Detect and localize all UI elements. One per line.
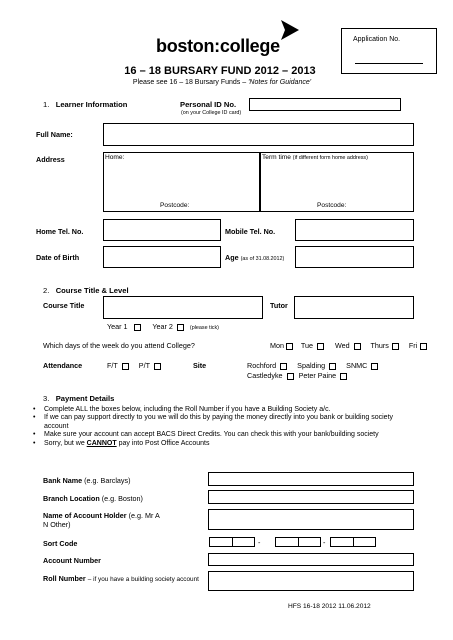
personal-id-label: Personal ID No. [180, 100, 237, 109]
home-tel-label: Home Tel. No. [36, 227, 84, 236]
page-title: 16 – 18 BURSARY FUND 2012 – 2013 [124, 65, 316, 77]
term-time-label: Term time (if different form home address) [262, 154, 368, 161]
subtitle-italic: 'Notes for Guidance' [248, 79, 312, 86]
roll-number-input[interactable] [208, 571, 414, 591]
sort-code-dash-2: - [323, 538, 326, 547]
sort-code-digit-1[interactable] [209, 537, 233, 547]
please-tick-hint: (please tick) [189, 325, 219, 331]
section2-heading [43, 286, 129, 295]
home-postcode-label: Postcode: [160, 202, 190, 209]
home-label: Home: [105, 154, 125, 161]
sort-code-digit-6[interactable] [353, 537, 376, 547]
site-castledyke-checkbox[interactable] [287, 373, 294, 380]
logo-text: boston:college [156, 36, 280, 56]
sort-code-digit-2[interactable] [232, 537, 255, 547]
section1-title: Learner Information [55, 100, 128, 109]
site-snmc: SNMC [346, 361, 368, 370]
course-title-label: Course Title [43, 301, 85, 310]
pt-checkbox[interactable] [154, 363, 161, 370]
account-number-input[interactable] [208, 553, 414, 566]
personal-id-input[interactable] [249, 98, 401, 111]
holder-input[interactable] [208, 509, 414, 530]
payment-note-3: • Make sure your account can accept BACS Direct Credits. You can check this with your bank/building society [32, 431, 417, 439]
holder-label: Name of Account Holder (e.g. Mr A N Other) [43, 511, 160, 529]
site-spalding: Spalding [297, 361, 326, 370]
mobile-tel-input[interactable] [295, 219, 414, 241]
personal-id-hint: (on your College ID card) [181, 110, 242, 116]
application-no-label: Application No. [353, 36, 401, 43]
section2-number: 2. [43, 286, 50, 295]
payment-note-4: • Sorry, but we CANNOT pay into Post Office Accounts [32, 440, 417, 448]
section3-number: 3. [43, 394, 50, 403]
site-rochford: Rochford [247, 361, 277, 370]
course-title-input[interactable] [103, 296, 263, 319]
college-logo [156, 36, 280, 57]
home-tel-input[interactable] [103, 219, 221, 241]
sort-code-dash-1: - [258, 538, 261, 547]
section3-heading [43, 394, 114, 403]
full-name-label: Full Name: [36, 130, 73, 139]
year2-checkbox[interactable] [177, 324, 184, 331]
sites-row-1 [247, 361, 378, 370]
day-wed: Wed [334, 341, 350, 350]
section1-heading [43, 100, 127, 109]
page-subtitle [0, 79, 444, 86]
day-mon: Mon [270, 341, 284, 350]
dob-input[interactable] [103, 246, 221, 268]
dob-label: Date of Birth [36, 253, 80, 262]
sort-code-digit-5[interactable] [330, 537, 354, 547]
day-fri-checkbox[interactable] [420, 343, 427, 350]
payment-note-2: • If we can pay support directly to you we will do this by paying the money directly into you bank or building society account [32, 414, 417, 431]
tutor-label: Tutor [270, 301, 288, 310]
sort-code-digit-3[interactable] [275, 537, 299, 547]
site-castledyke: Castledyke [247, 371, 283, 380]
year1-label: Year 1 [107, 322, 128, 331]
address-label: Address [36, 155, 65, 164]
day-wed-checkbox[interactable] [354, 343, 361, 350]
section2-title: Course Title & Level [55, 286, 129, 295]
roll-number-label: Roll Number – if you have a building society account [43, 574, 199, 583]
sites-row-2 [247, 371, 347, 380]
day-tue: Tue [300, 341, 313, 350]
attendance-label: Attendance [43, 361, 83, 370]
ft-label: F/T [107, 361, 118, 370]
year2-label: Year 2 [152, 322, 173, 331]
section1-number: 1. [43, 100, 50, 109]
home-address-input[interactable] [103, 152, 260, 212]
term-address-input[interactable] [260, 152, 414, 212]
day-mon-checkbox[interactable] [286, 343, 293, 350]
age-label: Age (as of 31.08.2012) [225, 253, 285, 262]
day-thurs: Thurs [370, 341, 389, 350]
site-label: Site [193, 361, 207, 370]
day-fri: Fri [408, 341, 418, 350]
site-peter-paine: Peter Paine [298, 371, 337, 380]
ft-checkbox[interactable] [122, 363, 129, 370]
bank-name-label: Bank Name (e.g. Barclays) [43, 476, 131, 485]
tutor-input[interactable] [294, 296, 414, 319]
attendance-row [107, 361, 161, 370]
day-tue-checkbox[interactable] [317, 343, 324, 350]
days-row [270, 341, 427, 350]
days-question: Which days of the week do you attend College? [43, 341, 195, 350]
site-peter-paine-checkbox[interactable] [340, 373, 347, 380]
site-spalding-checkbox[interactable] [329, 363, 336, 370]
branch-label: Branch Location (e.g. Boston) [43, 494, 143, 503]
bank-name-input[interactable] [208, 472, 414, 486]
payment-note-1: • Complete ALL the boxes below, including the Roll Number if you have a Building Society a/c. [32, 406, 417, 414]
year-row [107, 322, 219, 331]
year1-checkbox[interactable] [134, 324, 141, 331]
account-number-label: Account Number [43, 556, 101, 565]
logo-chevron-icon [279, 18, 301, 42]
branch-input[interactable] [208, 490, 414, 504]
sort-code-digit-4[interactable] [298, 537, 321, 547]
subtitle-prefix: Please see 16 – 18 Bursary Funds – [132, 79, 249, 86]
section3-title: Payment Details [55, 394, 115, 403]
pt-label: P/T [138, 361, 150, 370]
payment-notes-list [32, 406, 417, 448]
full-name-input[interactable] [103, 123, 414, 146]
mobile-tel-label: Mobile Tel. No. [225, 227, 276, 236]
day-thurs-checkbox[interactable] [392, 343, 399, 350]
footer-ref: HFS 16-18 2012 11.06.2012 [288, 603, 371, 610]
age-input[interactable] [295, 246, 414, 268]
site-snmc-checkbox[interactable] [371, 363, 378, 370]
sort-code-label: Sort Code [43, 539, 78, 548]
application-no-line[interactable] [355, 63, 423, 64]
site-rochford-checkbox[interactable] [280, 363, 287, 370]
term-postcode-label: Postcode: [317, 202, 347, 209]
